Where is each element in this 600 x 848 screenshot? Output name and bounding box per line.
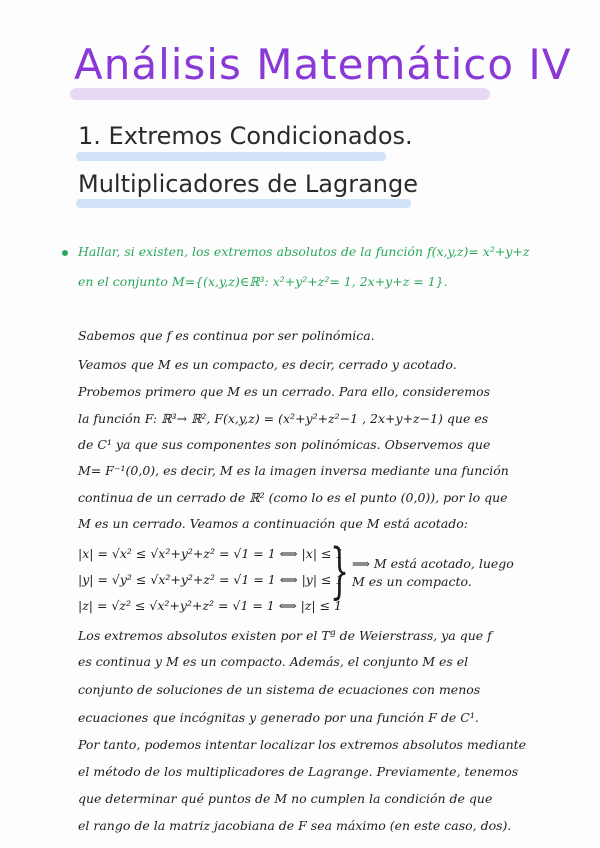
- title-highlight: [70, 88, 490, 100]
- section-title-line-2: Multiplicadores de Lagrange: [78, 170, 419, 198]
- page-title: Análisis Matemático IV: [74, 40, 572, 89]
- body-line: ecuaciones que incógnitas y generado por una función F de C¹.: [78, 710, 479, 725]
- body-line: es continua y M es un compacto. Además, el conjunto M es el: [78, 654, 469, 669]
- bound-line-z: |z| = √z² ≤ √x²+y²+z² = √1 = 1 ⟺ |z| ≤ 1: [78, 598, 343, 613]
- bound-line-y: |y| = √y² ≤ √x²+y²+z² = √1 = 1 ⟺ |y| ≤ 1: [78, 572, 344, 587]
- bound-line-x: |x| = √x² ≤ √x²+y²+z² = √1 = 1 ⟺ |x| ≤ 1: [78, 546, 344, 561]
- section-highlight-1: [76, 152, 386, 161]
- exercise-line-2: en el conjunto M={(x,y,z)∈ℝ³: x²+y²+z²= 1, 2x+y+z = 1}.: [78, 274, 448, 289]
- body-line: el método de los multiplicadores de Lagrange. Previamente, tenemos: [78, 764, 519, 779]
- exercise-line-1: Hallar, si existen, los extremos absolutos de la función f(x,y,z)= x²+y+z: [78, 244, 530, 259]
- body-line: M= F⁻¹(0,0), es decir, M es la imagen inversa mediante una función: [78, 463, 509, 478]
- brace-note-line-1: ⟹ M está acotado, luego: [352, 556, 514, 571]
- body-line: el rango de la matriz jacobiana de F sea máximo (en este caso, dos).: [78, 818, 512, 833]
- right-brace: }: [330, 536, 350, 606]
- body-line: de C¹ ya que sus componentes son polinómicas. Observemos que: [78, 437, 491, 452]
- body-line: Sabemos que f es continua por ser polinómica.: [78, 328, 375, 343]
- bullet-dot: [62, 250, 68, 256]
- brace-note-line-2: M es un compacto.: [352, 574, 472, 589]
- body-line: Veamos que M es un compacto, es decir, cerrado y acotado.: [78, 357, 457, 372]
- body-line: M es un cerrado. Veamos a continuación que M está acotado:: [78, 516, 468, 531]
- body-line: Probemos primero que M es un cerrado. Para ello, consideremos: [78, 384, 491, 399]
- body-line: Por tanto, podemos intentar localizar los extremos absolutos mediante: [78, 737, 527, 752]
- body-line: Los extremos absolutos existen por el Tª de Weierstrass, ya que f: [78, 628, 492, 643]
- section-title-line-1: 1. Extremos Condicionados.: [78, 122, 413, 150]
- body-line: continua de un cerrado de ℝ² (como lo es el punto (0,0)), por lo que: [78, 490, 508, 505]
- section-highlight-2: [76, 199, 411, 208]
- body-line: conjunto de soluciones de un sistema de ecuaciones con menos: [78, 682, 481, 697]
- body-line: que determinar qué puntos de M no cumplen la condición de que: [78, 791, 493, 806]
- body-line: la función F: ℝ³→ ℝ², F(x,y,z) = (x²+y²+z²−1 , 2x+y+z−1) que es: [78, 411, 489, 426]
